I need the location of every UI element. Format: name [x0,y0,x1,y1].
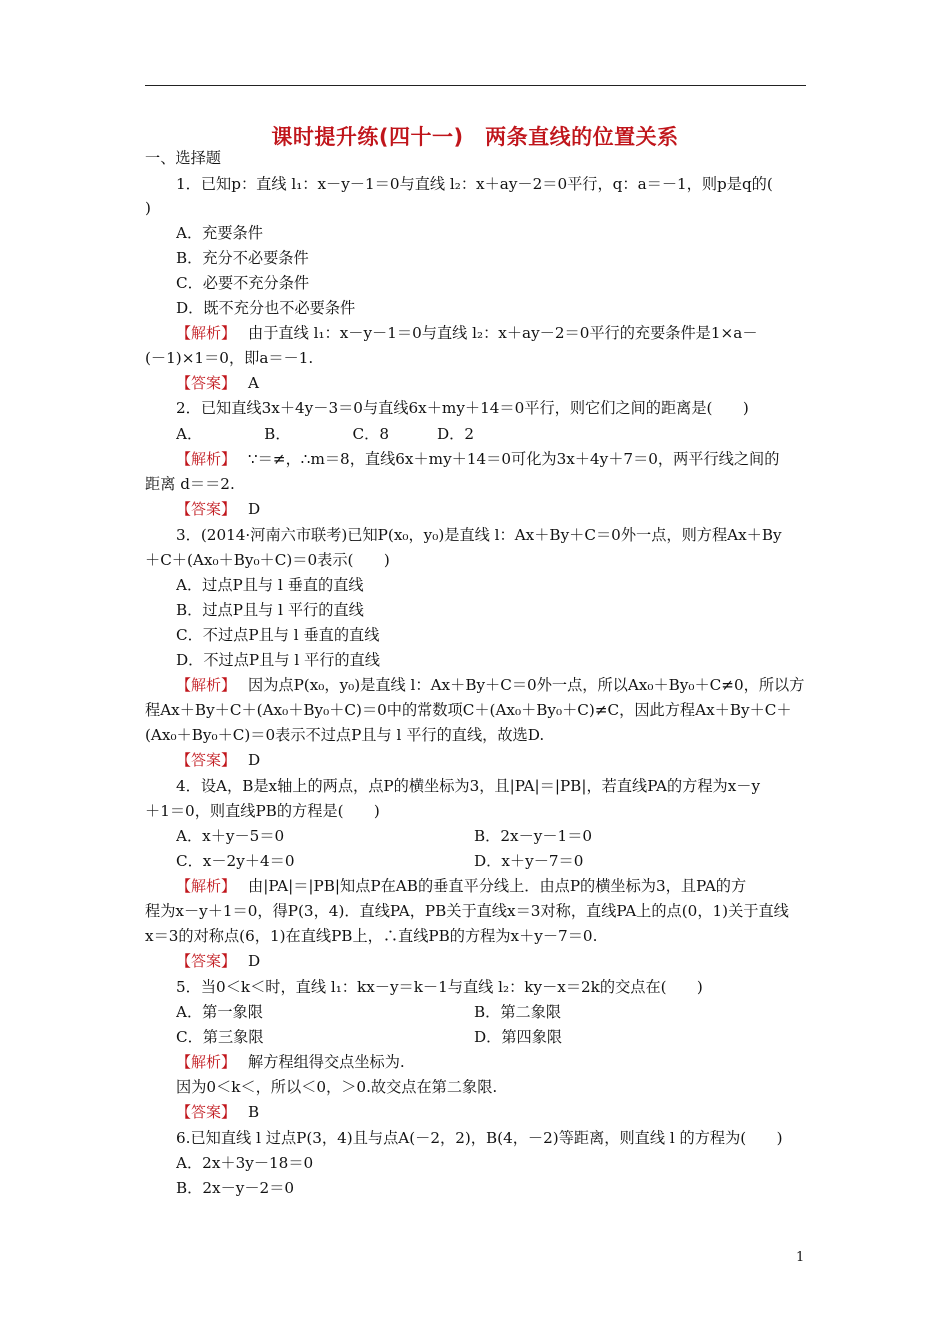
q3-analysis-line1: 【解析】 因为点P(x₀，y₀)是直线 l：Ax＋By＋C＝0外一点，所以Ax₀＋By₀＋C≠0，所以方 [176,676,805,694]
q3-stem-line2: ＋C＋(Ax₀＋By₀＋C)＝0表示( ) [145,551,390,569]
q6-option-b: B．2x－y－2＝0 [176,1179,295,1197]
analysis-tag: 【解析】 [176,676,237,694]
q1-option-d: D．既不充分也不必要条件 [176,299,356,317]
q4-analysis-line1: 【解析】 由|PA|＝|PB|知点P在AB的垂直平分线上．由点P的横坐标为3，且PA的方 [176,877,747,895]
q6-stem: 6.已知直线 l 过点P(3，4)且与点A(－2，2)，B(4，－2)等距离，则直线 l 的方程为( ) [176,1129,783,1147]
q2-options [176,424,810,444]
q1-stem-line1: 1．已知p：直线 l₁：x－y－1＝0与直线 l₂：x＋ay－2＝0平行，q：a＝－1，则p是q的( [176,175,773,193]
q4-stem-line2: ＋1＝0，则直线PB的方程是( ) [145,802,380,820]
q5-answer: 【答案】 B [176,1103,260,1121]
q5-option-b: B．第二象限 [474,1003,562,1021]
answer-tag: 【答案】 [176,500,237,518]
q3-option-b: B．过点P且与 l 平行的直线 [176,601,364,619]
q4-analysis-line2: 程为x－y＋1＝0，得P(3，4)．直线PA，PB关于直线x＝3对称，直线PA上的点(0，1)关于直线 [145,902,789,920]
q1-answer: 【答案】 A [176,374,259,392]
q3-answer: 【答案】 D [176,751,261,769]
q3-stem-line1: 3．(2014·河南六市联考)已知P(x₀，y₀)是直线 l：Ax＋By＋C＝0外一点，则方程Ax＋By [176,526,782,544]
q4-option-c: C．x－2y＋4＝0 [176,852,295,870]
q6-option-a: A．2x＋3y－18＝0 [176,1154,314,1172]
q3-option-c: C．不过点P且与 l 垂直的直线 [176,626,380,644]
q2-option-d: D．2 [437,425,475,443]
q1-option-b: B．充分不必要条件 [176,249,309,267]
q2-stem: 2．已知直线3x＋4y－3＝0与直线6x＋my＋14＝0平行，则它们之间的距离是( ) [176,399,749,417]
page-number: 1 [796,1250,805,1265]
q1-option-c: C．必要不充分条件 [176,274,310,292]
page-title: 课时提升练(四十一) 两条直线的位置关系 [271,125,679,149]
q5-analysis-line2: 因为0＜k＜，所以＜0，＞0.故交点在第二象限. [176,1078,498,1096]
header-rule [145,85,806,86]
q2-analysis-line2: 距离 d＝＝2. [145,475,235,493]
q1-option-a: A．充要条件 [176,224,263,242]
analysis-tag: 【解析】 [176,877,237,895]
analysis-tag: 【解析】 [176,324,237,342]
q2-option-a: A． [176,425,203,443]
section-heading: 一、选择题 [145,149,221,167]
q5-option-d: D．第四象限 [474,1028,563,1046]
answer-tag: 【答案】 [176,751,237,769]
q2-option-b: B． [264,425,291,443]
q5-stem: 5．当0＜k＜时，直线 l₁：kx－y＝k－1与直线 l₂：ky－x＝2k的交点在( ) [176,978,703,996]
q4-option-a: A．x＋y－5＝0 [176,827,285,845]
q1-analysis-line2: (－1)×1＝0，即a＝－1. [145,349,314,367]
q4-option-d: D．x＋y－7＝0 [474,852,584,870]
q5-analysis-line1: 【解析】 解方程组得交点坐标为. [176,1053,405,1071]
q3-option-d: D．不过点P且与 l 平行的直线 [176,651,380,669]
answer-tag: 【答案】 [176,374,237,392]
q3-analysis-line2: 程Ax＋By＋C＋(Ax₀＋By₀＋C)＝0中的常数项C＋(Ax₀＋By₀＋C)≠C，因此方程Ax＋By＋C＋ [145,701,792,719]
answer-tag: 【答案】 [176,952,237,970]
q4-answer: 【答案】 D [176,952,261,970]
q1-stem-line2: ) [145,199,151,217]
q4-option-b: B．2x－y－1＝0 [474,827,593,845]
answer-tag: 【答案】 [176,1103,237,1121]
q3-option-a: A．过点P且与 l 垂直的直线 [176,576,364,594]
q2-answer: 【答案】 D [176,500,261,518]
analysis-tag: 【解析】 [176,1053,237,1071]
q1-analysis-line1: 【解析】 由于直线 l₁：x－y－1＝0与直线 l₂：x＋ay－2＝0平行的充要条件是1×a－ [176,324,758,342]
analysis-tag: 【解析】 [176,450,237,468]
q5-option-a: A．第一象限 [176,1003,263,1021]
q5-option-c: C．第三象限 [176,1028,264,1046]
q4-analysis-line3: x＝3的对称点(6，1)在直线PB上，∴直线PB的方程为x＋y－7＝0. [145,927,598,945]
q3-analysis-line3: (Ax₀＋By₀＋C)＝0表示不过点P且与 l 平行的直线，故选D. [145,726,545,744]
q4-stem-line1: 4．设A，B是x轴上的两点，点P的横坐标为3，且|PA|＝|PB|，若直线PA的方程为x－y [176,777,761,795]
q2-option-c: C．8 [352,425,389,443]
q2-analysis-line1: 【解析】 ∵＝≠，∴m＝8，直线6x＋my＋14＝0可化为3x＋4y＋7＝0，两平行线之间的 [176,450,780,468]
